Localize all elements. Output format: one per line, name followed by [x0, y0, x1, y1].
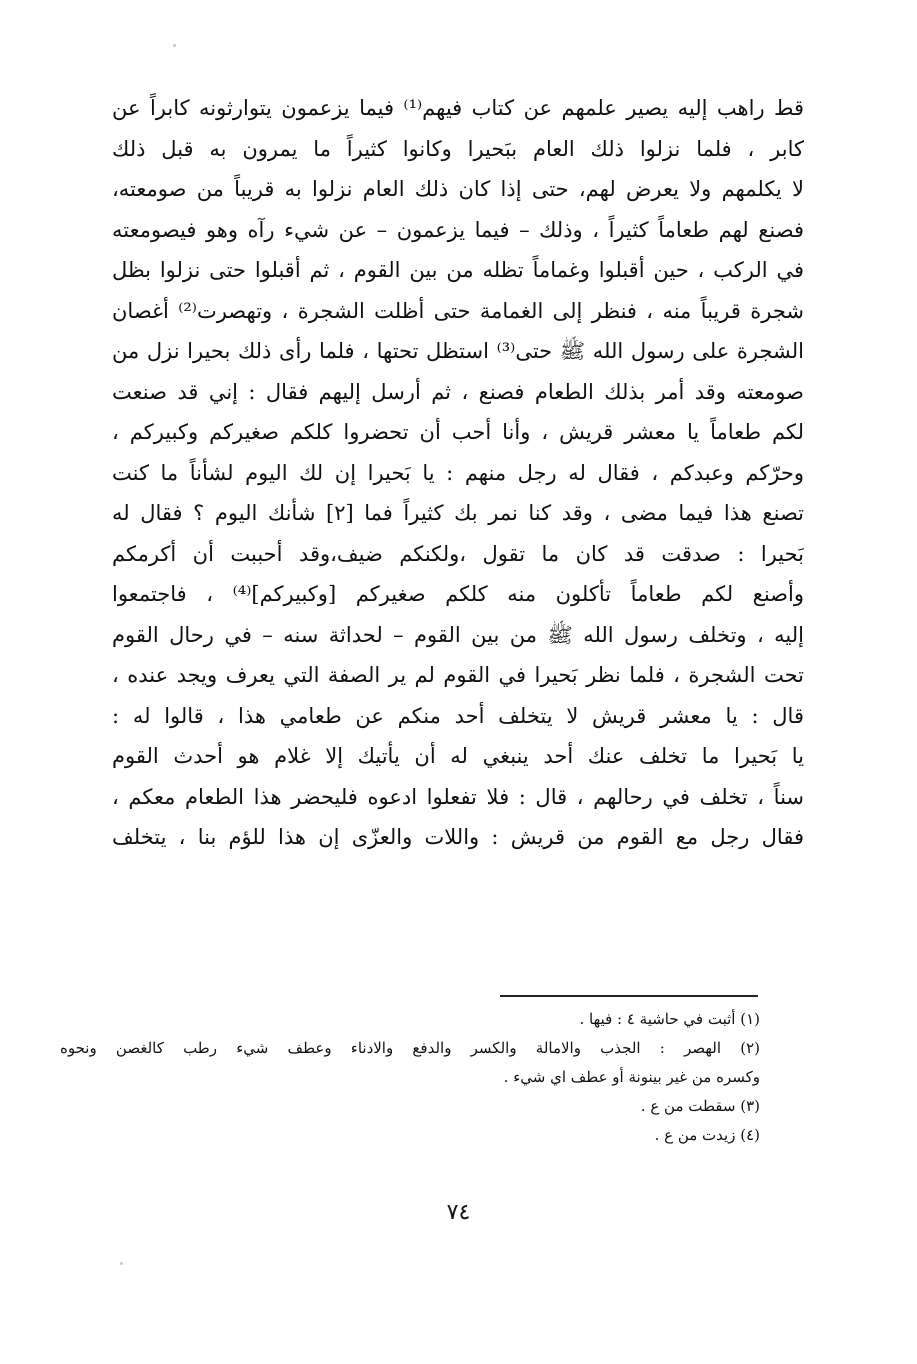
- scan-speck: [173, 44, 176, 47]
- text-line-4: فصنع لهم طعاماً كثيراً ، وذلك – فيما يزعمون – عن شيء رآه وهو فيصومعته: [112, 217, 804, 242]
- footnote-4: (٤) زيدت من ع .: [654, 1126, 760, 1144]
- text-line-9: لكم طعاماً يا معشر قريش ، وأنا أحب أن تحضروا كلكم صغيركم وكبيركم ،: [112, 420, 804, 444]
- footnote-2: (٢) الهصر : الجذب والامالة والكسر والدفع والادناء وعطف شيء رطب كالغصن ونحوه: [60, 1039, 760, 1057]
- page-number: ٧٤: [446, 1200, 471, 1225]
- text-line-15: تحت الشجرة ، فلما نظر بَحيرا في القوم لم ير الصفة التي يعرف ويجد عنده ،: [112, 663, 804, 687]
- text-line-12: بَحيرا : صدقت قد كان ما تقول ،ولكنكم ضيف،وقد أحببت أن أكرمكم: [112, 541, 804, 566]
- footnote-2-continued: وكسره من غير بينونة أو عطف اي شيء .: [503, 1068, 760, 1086]
- text-line-7: الشجرة على رسول الله ﷺ حتى⁽³⁾ استظل تحتها ، فلما رأى ذلك بحيرا نزل من: [112, 339, 804, 363]
- text-line-16: قال : يا معشر قريش لا يتخلف أحد منكم عن طعامي هذا ، قالوا له :: [112, 703, 804, 728]
- text-line-10: وحرّكم وعبدكم ، فقال له رجل منهم : يا بَحيرا إن لك اليوم لشأناً ما كنت: [112, 460, 804, 485]
- text-line-17: يا بَحيرا ما تخلف عنك أحد ينبغي له أن يأتيك إلا غلام هو أحدث القوم: [112, 744, 804, 768]
- text-line-5: في الركب ، حين أقبلوا وغماماً تظله من بين القوم ، ثم أقبلوا حتى نزلوا بظل: [112, 258, 804, 282]
- text-line-14: إليه ، وتخلف رسول الله ﷺ من بين القوم – لحداثة سنه – في رحال القوم: [112, 622, 804, 647]
- text-line-11: تصنع هذا فيما مضى ، وقد كنا نمر بك كثيراً فما [٢] شأنك اليوم ؟ فقال له: [112, 501, 804, 525]
- footnote-1: (١) أثبت في حاشية ٤ : فيها .: [579, 1010, 760, 1028]
- text-line-3: لا يكلمهم ولا يعرض لهم، حتى إذا كان ذلك العام نزلوا به قريباً من صومعته،: [112, 177, 804, 201]
- text-line-6: شجرة قريباً منه ، فنظر إلى الغمامة حتى أظلت الشجرة ، وتهصرت⁽²⁾ أغصان: [112, 298, 804, 323]
- scan-speck: [120, 1262, 123, 1265]
- text-line-19: فقال رجل مع القوم من قريش : واللات والعزّى إن هذا للؤم بنا ، يتخلف: [112, 825, 804, 849]
- footnote-separator: [500, 995, 758, 997]
- footnotes-block: [60, 1005, 760, 1150]
- text-line-1: قط راهب إليه يصير علمهم عن كتاب فيهم⁽¹⁾ فيما يزعمون يتوارثونه كابراً عن: [112, 96, 804, 120]
- text-line-2: كابر ، فلما نزلوا ذلك العام ببَحيرا وكانوا كثيراً ما يمرون به قبل ذلك: [112, 136, 804, 161]
- text-line-18: سناً ، تخلف في رحالهم ، قال : فلا تفعلوا ادعوه فليحضر هذا الطعام معكم ،: [112, 784, 804, 809]
- main-text-block: [112, 88, 804, 858]
- text-line-13: وأصنع لكم طعاماً تأكلون منه كلكم صغيركم [وكبيركم]⁽⁴⁾ ، فاجتمعوا: [112, 582, 804, 606]
- footnote-3: (٣) سقطت من ع .: [640, 1097, 760, 1115]
- text-line-8: صومعته وقد أمر بذلك الطعام فصنع ، ثم أرسل إليهم فقال : إني قد صنعت: [112, 379, 804, 404]
